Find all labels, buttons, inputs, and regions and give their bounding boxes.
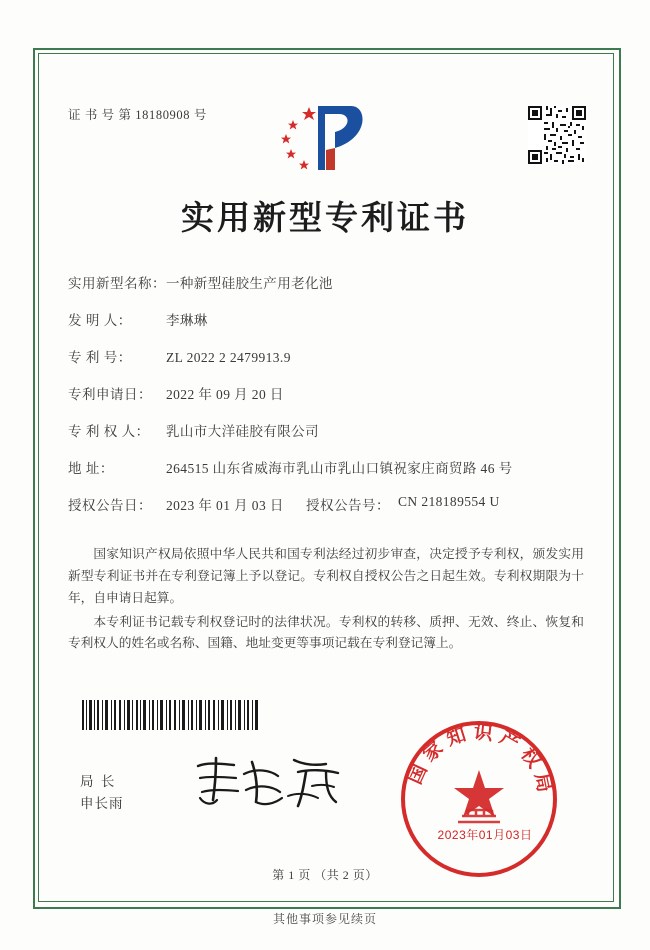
barcode	[80, 700, 260, 730]
field-row	[68, 457, 588, 494]
handwritten-signature	[186, 752, 356, 812]
field-value: 乳山市大洋硅胶有限公司	[166, 424, 319, 439]
field-row	[68, 383, 588, 420]
official-red-seal	[398, 718, 560, 880]
field-label: 实用新型名称：	[68, 276, 166, 291]
page-number: 第 1 页 （共 2 页）	[272, 868, 378, 882]
svg-text:国家知识产权局: 国家知识产权局	[404, 722, 556, 800]
field-label-secondary: 授权公告号：	[306, 498, 390, 513]
field-value: 李琳琳	[166, 313, 208, 328]
field-value: 2023 年 01 月 03 日	[166, 498, 284, 513]
field-label: 专 利 号：	[68, 350, 132, 365]
qr-code	[528, 106, 586, 164]
field-label: 授权公告日：	[68, 498, 152, 513]
footer-note: 其他事项参见续页	[272, 912, 377, 926]
director-name: 申长雨	[80, 796, 124, 811]
seal-date: 2023年01月03日	[437, 828, 533, 842]
cnipa-logo	[273, 98, 378, 178]
field-value: ZL 2022 2 2479913.9	[166, 350, 291, 365]
field-row	[68, 420, 588, 457]
certificate-number: 证 书 号 第 18180908 号	[68, 108, 207, 122]
paragraph: 本专利证书记载专利权登记时的法律状况。专利权的转移、质押、无效、终止、恢复和专利权人的姓名或名称、国籍、地址变更等事项记载在专利登记簿上。	[68, 614, 584, 651]
field-label: 发 明 人：	[68, 313, 132, 328]
page-title: 实用新型专利证书	[181, 198, 469, 237]
field-row	[68, 494, 588, 531]
field-label: 专 利 权 人：	[68, 424, 150, 439]
field-row	[68, 346, 588, 383]
field-row	[68, 272, 588, 309]
director-label: 局 长	[80, 774, 117, 789]
field-label: 地 址：	[68, 461, 114, 476]
legal-text-block	[68, 544, 584, 657]
field-value-secondary: CN 218189554 U	[398, 494, 500, 509]
field-row	[68, 309, 588, 346]
field-value: 一种新型硅胶生产用老化池	[166, 276, 333, 291]
field-value: 2022 年 09 月 20 日	[166, 387, 284, 402]
field-value: 264515 山东省威海市乳山市乳山口镇祝家庄商贸路 46 号	[166, 461, 513, 476]
field-label: 专利申请日：	[68, 387, 152, 402]
field-list	[68, 272, 588, 531]
paragraph: 国家知识产权局依照中华人民共和国专利法经过初步审查，决定授予专利权，颁发实用新型专利证书并在专利登记簿上予以登记。专利权自授权公告之日起生效。专利权期限为十年，自申请日起算。	[68, 547, 584, 605]
